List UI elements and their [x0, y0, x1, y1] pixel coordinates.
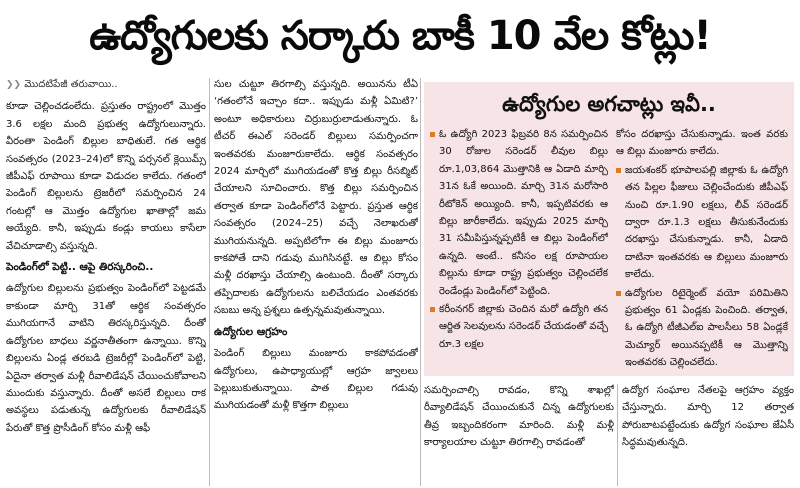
paragraph: ఉద్యోగుల బిల్లులను ప్రభుత్వం పెండింగ్‌లో పెట్టడమే కాకుండా మార్చి 31తో ఆర్థిక సంవత్సరం ముగియగానే వాటిని తిరస్కరిస్తున్నది. దీంతో ఉద్యోగుల బాధలు వర్ణనాతీతంగా ఉన్నాయి. కొన్ని బిల్లులను ఏండ్ల తరబడి ట్రెజరీల్లో పెండింగ్‌లో పెట్టి, ఏదైనా తర్వాత మళ్లీ రీవాలిడేషన్ చేయించుకోవాలని ముందుకు వస్తున్నారు. దీంతో అసలే బిల్లులు రాక అవస్థలు పడుతున్న ఉద్యోగులకు రీవాలిడేషన్ పేరుతో కొత్త ప్రొసీడింగ్ కోసం మళ్లీ ఆఫీ [6, 283, 206, 434]
column-divider [209, 78, 210, 486]
bullet-icon [616, 168, 621, 173]
arrow-icon: ❯❯ [6, 80, 22, 90]
article-column-1 [6, 76, 206, 488]
column-divider [617, 384, 618, 486]
bullet-icon [616, 291, 621, 296]
continuation-kicker [6, 76, 206, 94]
box-column-left [430, 126, 608, 374]
headline: ఉద్యోగులకు సర్కారు బాకీ 10 వేల కోట్లు! [89, 13, 711, 59]
paragraph: కూడా చెల్లించడంలేదు. ప్రస్తుతం రాష్ట్రంలో మొత్తం 3.6 లక్షల మంది ప్రభుత్వ ఉద్యోగులున్నారు. వీరంతా పెండింగ్ బిల్లుల బాధితులే. గత ఆర్థిక సంవత్సరం (2023–24)లో కొన్ని పర్సనల్ క్లెయిమ్స్ జీపీఎఫ్ రూపాయి కూడా విడుదల కాలేదు. గతంలో పెండింగ్ బిల్లులను ట్రెజరీలో సమర్పించిన 24 గంటల్లో ఆ మొత్తం ఉద్యోగుల ఖాతాల్లో జమ అయ్యేది. కానీ, ఇప్పుడు కండ్లు కాయలు కాసేలా వేచిచూడాల్సి వస్తున్నది. [6, 101, 206, 252]
column-divider [420, 78, 421, 486]
sidebar-box [424, 82, 794, 376]
article-column-4: ఉద్యోగ సంఘాల నేతలపై ఆగ్రహం వ్యక్తం చేస్తున్నారు. మార్చి 12 తర్వాత పోరుబాటపట్టేందుకు ఉద్యోగ సంఘాల జేఏసీ సిద్ధమవుతున్నది. [622, 385, 794, 449]
bullet-item-continued: కోసం దరఖాస్తు చేసుకున్నాడు. ఇంత వరకు ఆ బిల్లు మంజూరు కాలేదు. [616, 129, 788, 158]
bullet-item: కరీంనగర్ జిల్లాకు చెందిన మరో ఉద్యోగి తన ఆర్జిత సెలవులను సరెండర్ చేయడంతో వచ్చే రూ.3 లక్షల [430, 301, 608, 353]
bullet-item: ఓ ఉద్యోగి 2023 ఫిబ్రవరి 8న సమర్పించిన 30 రోజుల సరెండర్ లీవుల బిల్లు రూ.1,03,864 మొత్తానికి ఆ ఏడాది మార్చి 31న ఓకే అయింది. మార్చి 31న మరోసారి రీటోకెన్ అయ్యింది. కానీ, ఇప్పటివరకు ఆ బిల్లు జారీకాలేదు. ఇప్పుడు 2025 మార్చి 31 సమీపిస్తున్నప్పటికీ ఆ బిల్లు పెండింగ్‌లో ఉన్నది. అంటే.. కనీసం లక్ష రూపాయల బిల్లును కూడా రాష్ట్ర ప్రభుత్వం చెల్లించలేక రెండేండ్లు పెండింగ్‌లో పెట్టింది. [430, 126, 608, 300]
bullet-icon [430, 307, 435, 312]
subheading: పెండింగ్‌లో పెట్టి.. ఆపై తిరస్కరించి.. [6, 261, 154, 274]
bullet-item: జయశంకర్ భూపాలపల్లి జిల్లాకు ఓ ఉద్యోగి తన పిల్లల ఫీజులు చెల్లించేందుకు జీపీఎఫ్ నుంచి రూ.1.90 లక్షలు, లీవ్ సరెండర్ ద్వారా రూ.1.3 లక్షలు తీసుకునేందుకు దరఖాస్తు చేసుకున్నాడు. కానీ, ఏడాది దాటినా ఇంతవరకు ఆ బిల్లులు మంజూరు కాలేదు. [616, 162, 788, 284]
box-column-right [616, 126, 788, 374]
article-column-2 [214, 76, 418, 488]
paragraph: సుల చుట్టూ తిరగాల్సి వస్తున్నది. అయినను టీఏ ‘గతంలోనే ఇచ్చాం కదా.. ఇప్పుడు మళ్లీ ఏమిటి?’ అంటూ అధికారులు చిర్రుబుర్రులాడుతున్నారు. ఓ టీచర్ ఈఎల్ సరెండర్ బిల్లులు సమర్పించగా ఇంతవరకు మంజూరుకాలేదు. ఆర్థిక సంవత్సరం 2024 మార్చిలో ముగియడంతో కొత్త బిల్లు రీసబ్మిట్ చేయాలని సూచించారు. కొత్త బిల్లు సమర్పించిన తర్వాత కూడా పెండింగ్‌లోనే పెట్టారు. ప్రస్తుత ఆర్థిక సంవత్సరం (2024–25) వచ్చే నెలాఖరుతో ముగియనున్నది. అప్పటిలోగా ఈ బిల్లు మంజూరు కాకపోతే దాని గడువు ముగిసినట్టే. ఆ బిల్లు కోసం మళ్లీ దరఖాస్తు చేయాల్సి ఉంటుంది. దీంతో సర్కారు తప్పిదాలకు ఉద్యోగులను బలిచేయడం ఎంతవరకు సబబు అన్న ప్రశ్నలు ఉత్పన్నమవుతున్నాయి. [214, 79, 418, 317]
bullet-icon [430, 132, 435, 137]
article-column-3: సమర్పించాల్సి రావడం, కొన్ని శాఖల్లో రీవ్యాలిడేషన్ చేయించుకునే చిన్న ఉద్యోగులకు తీవ్ర ఇబ్బందికరంగా మారింది. మళ్లీ మళ్లీ కార్యాలయాల చుట్టూ తిరగాల్సి రావడంతో [424, 385, 614, 449]
paragraph: పెండింగ్ బిల్లులు మంజూరు కాకపోవడంతో ఉద్యోగులు, ఉపాధ్యాయుల్లో ఆగ్రహ జ్వాలలు పెల్లుబుకుతున్నాయి. పాత బిల్లుల గడువు ముగియడంతో మళ్లీ కొత్తగా బిల్లులు [214, 348, 418, 412]
kicker-text: మొదటిపేజీ తరువాయి.. [24, 79, 118, 90]
subheading: ఉద్యోగుల ఆగ్రహం [214, 325, 288, 338]
box-title: ఉద్యోగుల అగచాట్లు ఇవీ.. [502, 92, 716, 116]
bullet-item: ఉద్యోగుల రిటైర్మెంట్ వయో పరిమితిని ప్రభుత్వం 61 ఏండ్లకు పెంచింది. తర్వాత, ఓ ఉద్యోగి టీజీఎల్ఐ పాలసీలు 58 ఏండ్లకే మెచ్యూర్ అయినప్పటికీ ఆ మొత్తాన్ని ఇంతవరకు చెల్లించలేదు. [616, 285, 788, 372]
